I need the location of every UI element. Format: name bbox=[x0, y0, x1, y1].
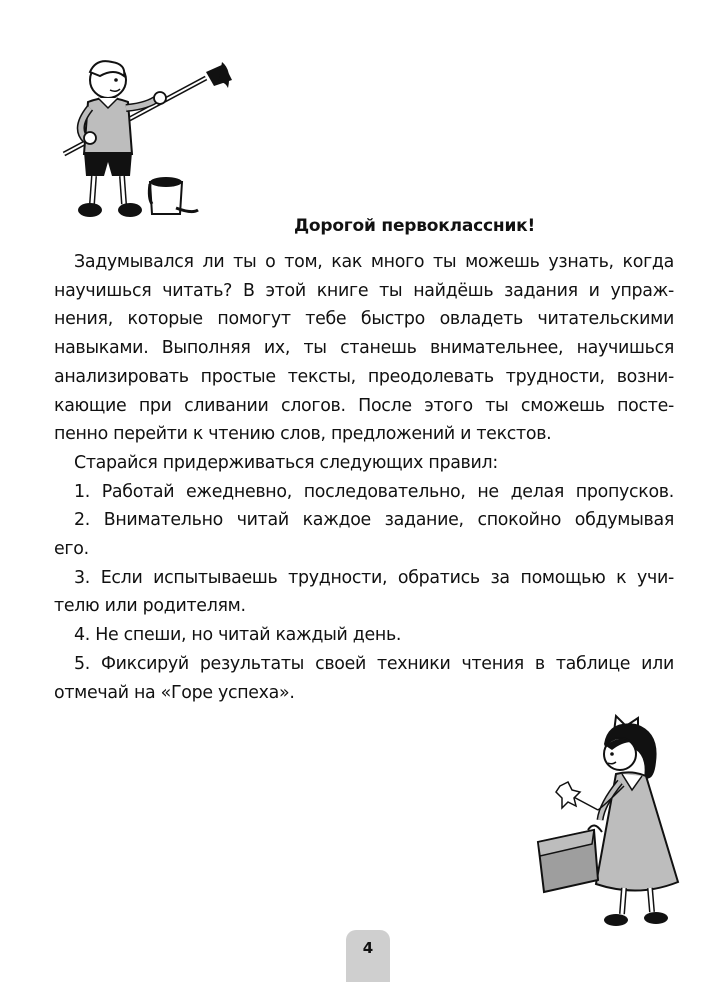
intro-line-5: анализировать простые тексты, преодолевать трудности, возни- bbox=[54, 366, 674, 387]
rule-5-line-1: 5. Фиксируй результаты своей техники чтения в таблице или bbox=[74, 653, 674, 674]
rule-2-line-1: 2. Внимательно читай каждое задание, спокойно обдумывая bbox=[74, 510, 674, 531]
girl-with-bag-illustration bbox=[528, 712, 688, 932]
intro-line-7: пенно перейти к чтению слов, предложений и текстов. bbox=[54, 424, 552, 445]
body-text bbox=[54, 248, 674, 707]
rules-intro: Старайся придерживаться следующих правил: bbox=[74, 452, 498, 473]
page-heading: Дорогой первоклассник! bbox=[293, 216, 536, 236]
rule-1: 1. Работай ежедневно, последовательно, не делая пропусков. bbox=[74, 481, 674, 502]
intro-line-6: кающие при сливании слогов. После этого ты сможешь посте- bbox=[54, 395, 674, 416]
rule-2-line-2: его. bbox=[54, 539, 89, 560]
intro-line-4: навыками. Выполняя их, ты станешь внимательнее, научишься bbox=[54, 338, 674, 359]
intro-line-3: нения, которые помогут тебе быстро овладеть читательскими bbox=[54, 309, 674, 330]
page-number: 4 bbox=[346, 930, 390, 982]
rule-3-line-2: телю или родителям. bbox=[54, 596, 246, 617]
boy-painting-illustration bbox=[56, 58, 246, 228]
intro-line-2: научишься читать? В этой книге ты найдёшь задания и упраж- bbox=[54, 280, 674, 301]
intro-line-1: Задумывался ли ты о том, как много ты можешь узнать, когда bbox=[74, 252, 674, 272]
rule-5-line-2: отмечай на «Горе успеха». bbox=[54, 682, 295, 703]
rule-4: 4. Не спеши, но читай каждый день. bbox=[74, 625, 402, 646]
rule-3-line-1: 3. Если испытываешь трудности, обратись за помощью к учи- bbox=[74, 567, 674, 588]
